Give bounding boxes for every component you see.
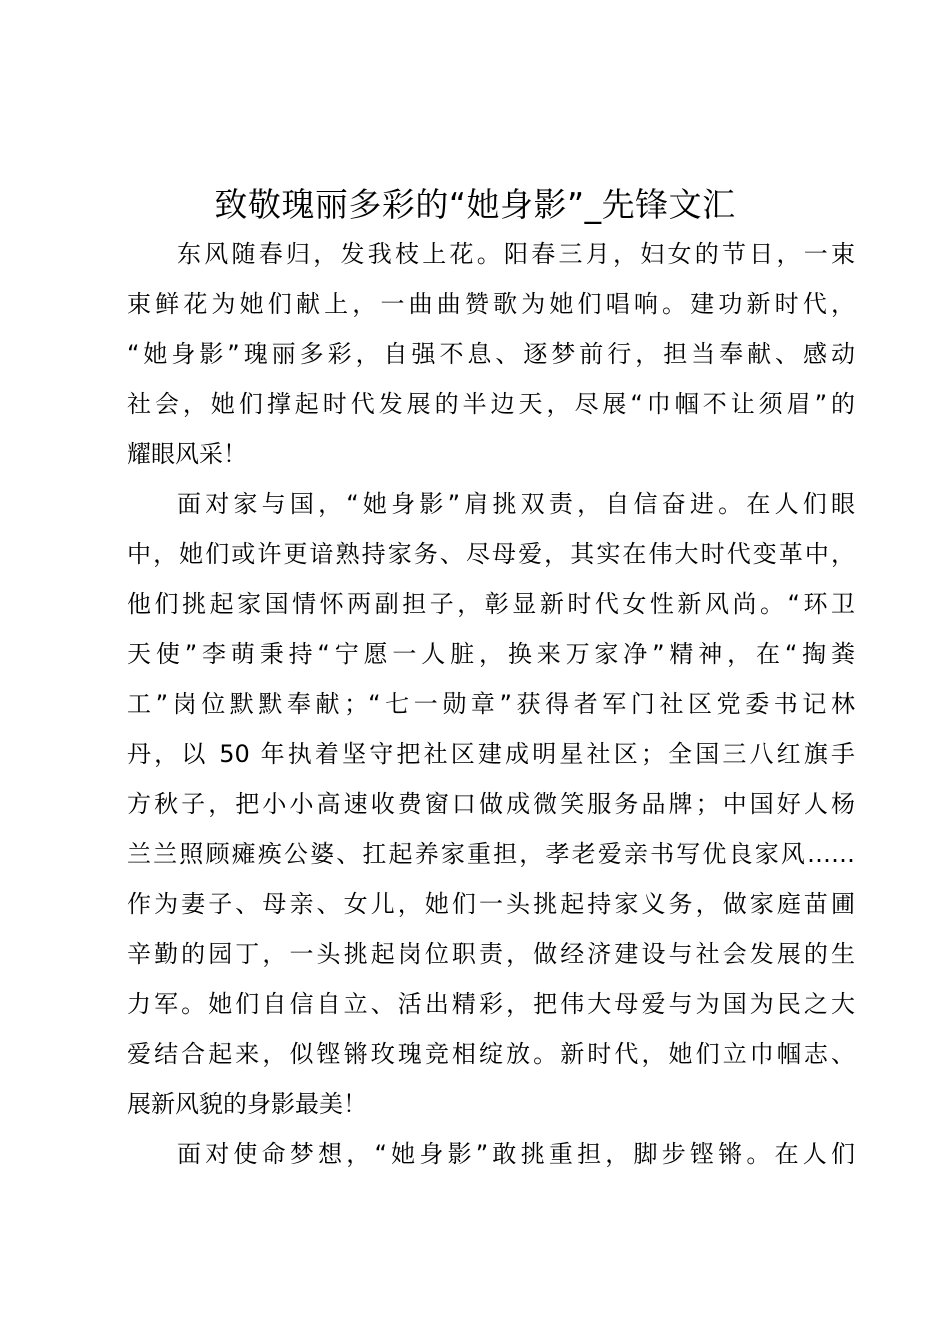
text-line: 天使”李萌秉持“宁愿一人脏，换来万家净”精神，在“掏粪 [127,640,855,668]
document-body [127,229,855,1179]
text-line: 束鲜花为她们献上，一曲曲赞歌为她们唱响。建功新时代， [127,290,855,318]
text-line: 东风随春归，发我枝上花。阳春三月，妇女的节日，一束 [177,240,855,268]
text-line: “她身影”瑰丽多彩，自强不息、逐梦前行，担当奉献、感动 [127,340,855,368]
paragraph [127,1129,855,1179]
text-line: 中，她们或许更谙熟持家务、尽母爱，其实在伟大时代变革中， [127,540,855,568]
text-line: 面对家与国，“她身影”肩挑双责，自信奋进。在人们眼 [177,490,855,518]
text-line: 他们挑起家国情怀两副担子，彰显新时代女性新风尚。“环卫 [127,590,855,618]
text-line: 作为妻子、母亲、女儿，她们一头挑起持家义务，做家庭苗圃 [127,890,855,918]
text-line: 耀眼风采！ [127,440,247,468]
paragraph [127,229,855,479]
paragraph [127,479,855,1129]
text-line: 兰兰照顾瘫痪公婆、扛起养家重担，孝老爱亲书写优良家风…… [127,840,855,868]
document-title: 致敬瑰丽多彩的“她身影”_先锋文汇 [214,185,736,224]
text-line: 丹，以 50 年执着坚守把社区建成明星社区；全国三八红旗手 [127,740,855,768]
text-line: 工”岗位默默奉献；“七一勋章”获得者军门社区党委书记林 [127,690,855,718]
text-line: 力军。她们自信自立、活出精彩，把伟大母爱与为国为民之大 [127,990,855,1018]
text-line: 辛勤的园丁，一头挑起岗位职责，做经济建设与社会发展的生 [127,940,855,968]
text-line: 展新风貌的身影最美！ [127,1090,367,1118]
text-line: 社会，她们撑起时代发展的半边天，尽展“巾帼不让须眉”的 [127,390,855,418]
text-line: 爱结合起来，似铿锵玫瑰竞相绽放。新时代，她们立巾帼志、 [127,1040,855,1068]
text-line: 面对使命梦想，“她身影”敢挑重担，脚步铿锵。在人们 [177,1140,855,1168]
text-line: 方秋子，把小小高速收费窗口做成微笑服务品牌；中国好人杨 [127,790,855,818]
